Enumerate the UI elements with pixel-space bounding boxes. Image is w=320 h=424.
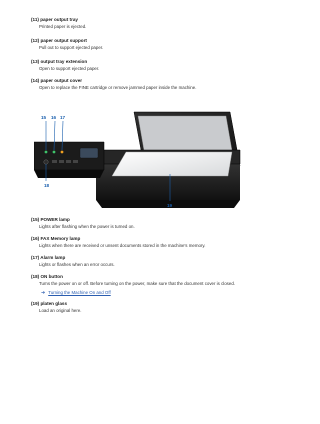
lcd-display: [80, 148, 98, 158]
alarm-lamp: [61, 151, 64, 154]
callout-17: 17: [60, 115, 66, 120]
item-title: (13) output tray extension: [31, 59, 88, 64]
item-description: Open to replace the FINE cartridge or remove jammed paper inside the machine.: [39, 85, 197, 90]
related-link[interactable]: [41, 290, 111, 296]
printer-illustration: [34, 108, 266, 218]
item-title: (15) POWER lamp: [31, 217, 70, 222]
item-description: Pull out to support ejected paper.: [39, 45, 104, 50]
arrow-right-icon: ➜: [41, 290, 46, 296]
callout-19: 19: [167, 203, 173, 208]
power-lamp: [45, 151, 48, 154]
item-title: (11) paper output tray: [31, 17, 78, 22]
item-title: (18) ON button: [31, 274, 63, 279]
callout-16: 16: [51, 115, 57, 120]
item-title: (19) platen glass: [31, 301, 67, 306]
item-description: Lights or flashes when an error occurs.: [39, 262, 115, 267]
item-description: Open to support ejected paper.: [39, 66, 100, 71]
item-title: (14) paper output cover: [31, 78, 83, 83]
fax-memory-lamp: [53, 151, 56, 154]
callout-15: 15: [41, 115, 47, 120]
control-panel: [34, 142, 104, 178]
item-title: (16) FAX Memory lamp: [31, 236, 81, 241]
item-title: (12) paper output support: [31, 38, 87, 43]
item-title: (17) Alarm lamp: [31, 255, 66, 260]
turning-machine-on-off-link[interactable]: Turning the Machine On and Off: [48, 290, 111, 295]
callout-18: 18: [44, 183, 50, 188]
item-description: Lights when there are received or unsent documents stored in the machine's memory.: [39, 243, 206, 248]
item-description: Load an original here.: [39, 308, 82, 313]
item-description: Turns the power on or off. Before turning on the power, make sure that the document cover is closed.: [39, 281, 235, 286]
item-description: Printed paper is ejected.: [39, 24, 87, 29]
item-description: Lights after flashing when the power is turned on.: [39, 224, 135, 229]
platen-glass: [112, 152, 232, 176]
on-button[interactable]: [44, 160, 48, 164]
